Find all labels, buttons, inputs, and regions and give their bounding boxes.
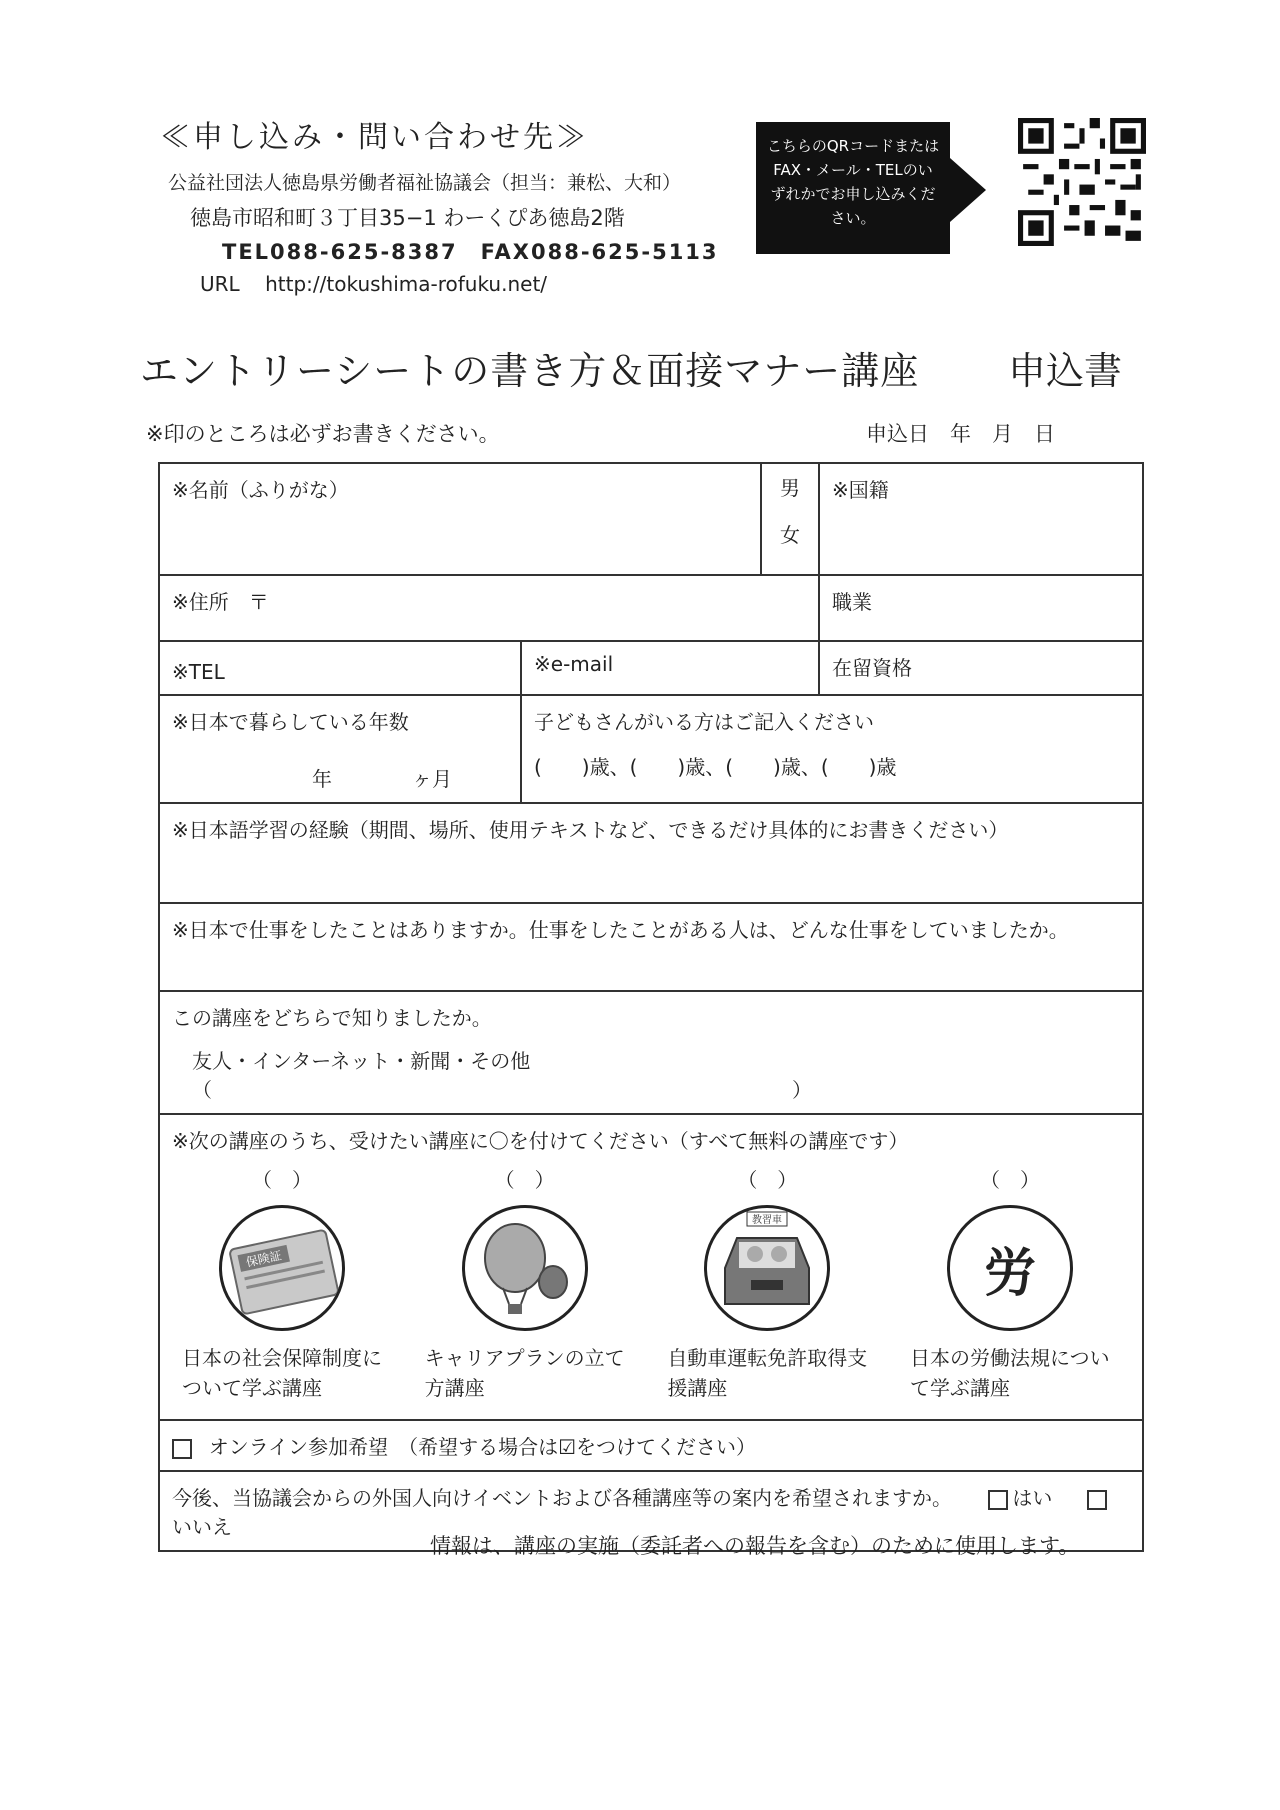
application-form	[158, 462, 1144, 1552]
course-option[interactable]: （ ） 労 日本の労働法規について学ぶ講座	[909, 1168, 1110, 1400]
email-field[interactable]: ※e-mail	[521, 641, 819, 695]
online-field[interactable]: オンライン参加希望 （希望する場合は☑をつけてください）	[159, 1420, 1143, 1471]
phone-fax: TEL088-625-8387 FAX088-625-5113	[222, 240, 719, 264]
qr-code-icon[interactable]	[1018, 118, 1146, 246]
tel-field[interactable]: ※TEL	[159, 641, 521, 695]
no-label: いいえ	[172, 1515, 232, 1539]
application-date[interactable]: 申込日 年 月 日	[866, 422, 1055, 446]
years-in-japan-field[interactable]: ※日本で暮らしている年数 年 ヶ月	[159, 695, 521, 803]
form-title-application: 申込書	[1008, 349, 1123, 393]
balloon-icon	[462, 1205, 588, 1331]
work-experience-field[interactable]: ※日本で仕事をしたことはありますか。仕事をしたことがある人は、どんな仕事をしていましたか。	[159, 903, 1143, 991]
gender-field[interactable]	[761, 463, 819, 575]
no-checkbox[interactable]	[1087, 1490, 1107, 1510]
insurance-card-icon: 保険証	[219, 1205, 345, 1331]
female-option[interactable]: 女	[780, 523, 800, 547]
name-field[interactable]: ※名前（ふりがな）	[159, 463, 761, 575]
course-selection: ※次の講座のうち、受けたい講座に〇を付けてください（すべて無料の講座です） （ ） 保険証 日本の社会保障制度について学ぶ講座 （ ） キャリアプランの立て方講座 （ ） 教習車 自動車運転免許取得支援講座 （ ） 労 日本の労働法規について学ぶ講座	[159, 1114, 1143, 1420]
future-info-field: 今後、当協議会からの外国人向けイベントおよび各種講座等の案内を希望されますか。 はい いいえ	[159, 1471, 1143, 1551]
address-field[interactable]: ※住所 〒	[159, 575, 819, 641]
source-field[interactable]: この講座をどちらで知りましたか。 友人・インターネット・新聞・その他（ ）	[159, 991, 1143, 1114]
url-link[interactable]: http://tokushima-rofuku.net/	[265, 272, 548, 296]
arrow-right-icon	[950, 158, 986, 222]
labor-icon: 労	[947, 1205, 1073, 1331]
residence-status-field[interactable]: 在留資格	[819, 641, 1143, 695]
car-icon	[704, 1205, 830, 1331]
organization-address: 徳島市昭和町３丁目35−1 わーくぴあ徳島2階	[190, 206, 625, 230]
yes-checkbox[interactable]	[988, 1490, 1008, 1510]
url-label: URL	[200, 272, 240, 296]
url-line	[200, 272, 547, 296]
male-option[interactable]: 男	[780, 476, 800, 500]
children-field[interactable]: 子どもさんがいる方はご記入ください ( )歳、( )歳、( )歳、( )歳	[521, 695, 1143, 803]
course-option[interactable]: （ ） 教習車 自動車運転免許取得支援講座	[667, 1168, 868, 1400]
yes-label: はい	[1012, 1486, 1053, 1510]
required-note: ※印のところは必ずお書きください。	[146, 422, 500, 446]
svg-text:教習車: 教習車	[752, 1215, 783, 1226]
form-title: エントリーシートの書き方＆面接マナー講座	[140, 349, 920, 393]
course-option[interactable]: （ ） キャリアプランの立て方講座	[424, 1168, 625, 1400]
organization-name: 公益社団法人徳島県労働者福祉協議会（担当：兼松、大和）	[168, 172, 682, 194]
online-checkbox[interactable]	[172, 1439, 192, 1459]
course-option[interactable]: （ ） 保険証 日本の社会保障制度について学ぶ講座	[182, 1168, 382, 1400]
contact-title: ≪申し込み・問い合わせ先≫	[160, 120, 589, 155]
japanese-study-field[interactable]: ※日本語学習の経験（期間、場所、使用テキストなど、できるだけ具体的にお書きください）	[159, 803, 1143, 903]
nationality-field[interactable]: ※国籍	[819, 463, 1143, 575]
qr-notice: こちらのQRコードまたはFAX・メール・TELのいずれかでお申し込みください。	[756, 122, 950, 254]
privacy-footer: 情報は、講座の実施（委託者への報告を含む）のために使用します。	[430, 1534, 1080, 1558]
occupation-field[interactable]: 職業	[819, 575, 1143, 641]
